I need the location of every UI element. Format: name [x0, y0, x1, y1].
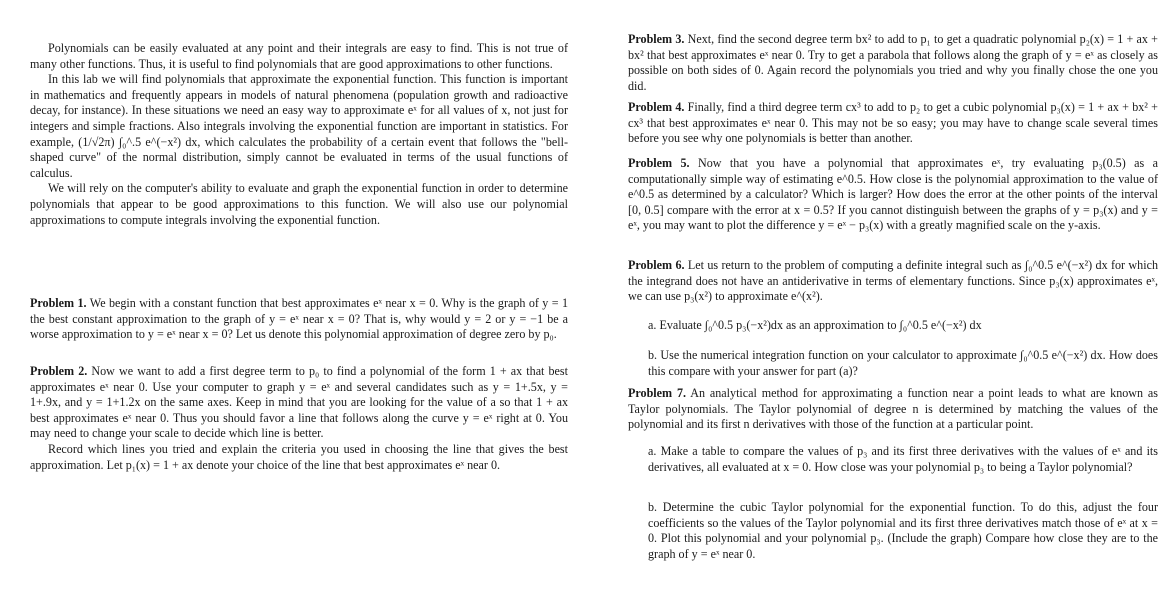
problem-7: [628, 386, 1158, 433]
problem-label: Problem 1.: [30, 296, 87, 310]
problem-label: Problem 7.: [628, 386, 687, 400]
part-label: b.: [648, 348, 658, 362]
part-text: Evaluate ∫₀^0.5 p₃(−x²)dx as an approximation to ∫₀^0.5 e^(−x²) dx: [659, 318, 982, 332]
problem-2: [30, 364, 568, 473]
part-text: Determine the cubic Taylor polynomial for the exponential function. To do this, adjust the four coefficients so the values of the Taylor polynomial and its first three derivatives match those of eˣ at x = 0. Plot this polynomial and your polynomial p₃. (Include the graph) Compare how close they are to the graph of y = eˣ near 0.: [648, 500, 1158, 561]
problem-5: [628, 156, 1158, 234]
problem-label: Problem 3.: [628, 32, 685, 46]
part-label: a.: [648, 318, 657, 332]
problem-text: Record which lines you tried and explain the criteria you used in choosing the line that gives the best approximation. Let p₁(x) = 1 + ax denote your choice of the line that best approximates eˣ near 0.: [30, 441, 568, 472]
intro-paragraph: We will rely on the computer's ability to evaluate and graph the exponential function in order to determine polynomials that appear to be good approximations to this function. We will also use our polynomial approximations to compute integrals involving the exponential function.: [30, 181, 568, 227]
problem-6b: [648, 348, 1158, 379]
introduction: [30, 41, 568, 228]
problem-text: We begin with a constant function that best approximates eˣ near x = 0. Why is the graph of y = 1 the best constant approximation to the graph of y = eˣ near x = 0? That is, why would y = 2 or y = −1 be a worse approximation to y = eˣ near x = 0? Let us denote this polynomial approximation of degree zero by p₀.: [30, 296, 568, 342]
part-text: Make a table to compare the values of p₃ and its first three derivatives with the values of eˣ and its derivatives, all evaluated at x = 0. How close was your polynomial p₃ to being a Taylor polynomial?: [648, 444, 1158, 474]
part-text: Use the numerical integration function on your calculator to approximate ∫₀^0.5 e^(−x²) dx. How does this compare with your answer for part (a)?: [648, 348, 1159, 378]
part-label: b.: [648, 500, 658, 514]
problem-text: An analytical method for approximating a function near a point leads to what are known as Taylor polynomials. The Taylor polynomial of degree n is determined by matching the values of the polynomial and its first n derivatives with those of the function at a particular point.: [628, 386, 1159, 432]
problem-label: Problem 4.: [628, 100, 685, 114]
part-label: a.: [648, 444, 657, 458]
problem-text: Next, find the second degree term bx² to add to p₁ to get a quadratic polynomial p₂(x) = 1 + ax + bx² that best approximates eˣ near 0. Try to get a parabola that follows along the graph of y = eˣ as closely as possible on both sides of 0. Again record the polynomials you tried and why you finally chose the one you did.: [628, 32, 1158, 93]
problem-4: [628, 100, 1158, 147]
problem-text: Finally, find a third degree term cx³ to add to p₂ to get a cubic polynomial p₃(x) = 1 + ax + bx² + cx³ that best approximates eˣ near 0. This may not be so easy; you may have to change scale several times before you see why one polynomials is better than another.: [628, 100, 1158, 146]
intro-paragraph: Polynomials can be easily evaluated at any point and their integrals are easy to find. This is not true of many other functions. Thus, it is useful to find polynomials that are good approximations to other functions.: [30, 41, 568, 71]
problem-label: Problem 6.: [628, 258, 685, 272]
problem-1: [30, 296, 568, 343]
problem-7b: [648, 500, 1158, 562]
problem-label: Problem 5.: [628, 156, 690, 170]
problem-6a: [648, 318, 1158, 334]
problem-label: Problem 2.: [30, 364, 88, 378]
problem-text: Now we want to add a first degree term to p₀ to find a polynomial of the form 1 + ax that best approximates eˣ near 0. Use your computer to graph y = eˣ and several candidates such as y = 1+.5x, y = 1+.9x, and y = 1+1.2x on the same axes. Keep in mind that you are looking for the value of a so that 1 + ax best approximates eˣ near 0. Thus you should favor a line that follows along the curve y = eˣ right at 0. You may need to change your scale to decide which line is better.: [30, 364, 568, 441]
intro-paragraph: In this lab we will find polynomials that approximate the exponential function. This function is important in mathematics and frequently appears in models of natural phenomena (population growth and radioactive decay, for instance). In these situations we need an easy way to approximate eˣ for all values of x, not just for integers and simple fractions. Also integrals involving the exponential function are important in statistics. For example, (1/√2π) ∫₀^.5 e^(−x²) dx, which calculates the probability of a certain event that follows the "bell-shaped curve" of the normal distribution, simply cannot be evaluated in terms of the usual functions of calculus.: [30, 72, 568, 180]
problem-text: Let us return to the problem of computing a definite integral such as ∫₀^0.5 e^(−x²) dx for which the integrand does not have an antiderivative in terms of elementary functions. Since p₃(x) approximates eˣ, we can use p₃(x²) to approximate e^(x²).: [628, 258, 1158, 304]
problem-6: [628, 258, 1158, 305]
problem-text: Now that you have a polynomial that approximates eˣ, try evaluating p₃(0.5) as a computationally simple way of estimating e^0.5. How close is the polynomial approximation to the value of e^0.5 as determined by a calculator? Which is larger? How does the error at the other points of the interval [0, 0.5] compare with the error at x = 0.5? If you cannot distinguish between the graphs of y = p₃(x) and y = eˣ, you may want to plot the difference y = eˣ − p₃(x) with a greatly magnified scale on the y-axis.: [628, 156, 1158, 233]
problem-7a: [648, 444, 1158, 475]
problem-3: [628, 32, 1158, 94]
